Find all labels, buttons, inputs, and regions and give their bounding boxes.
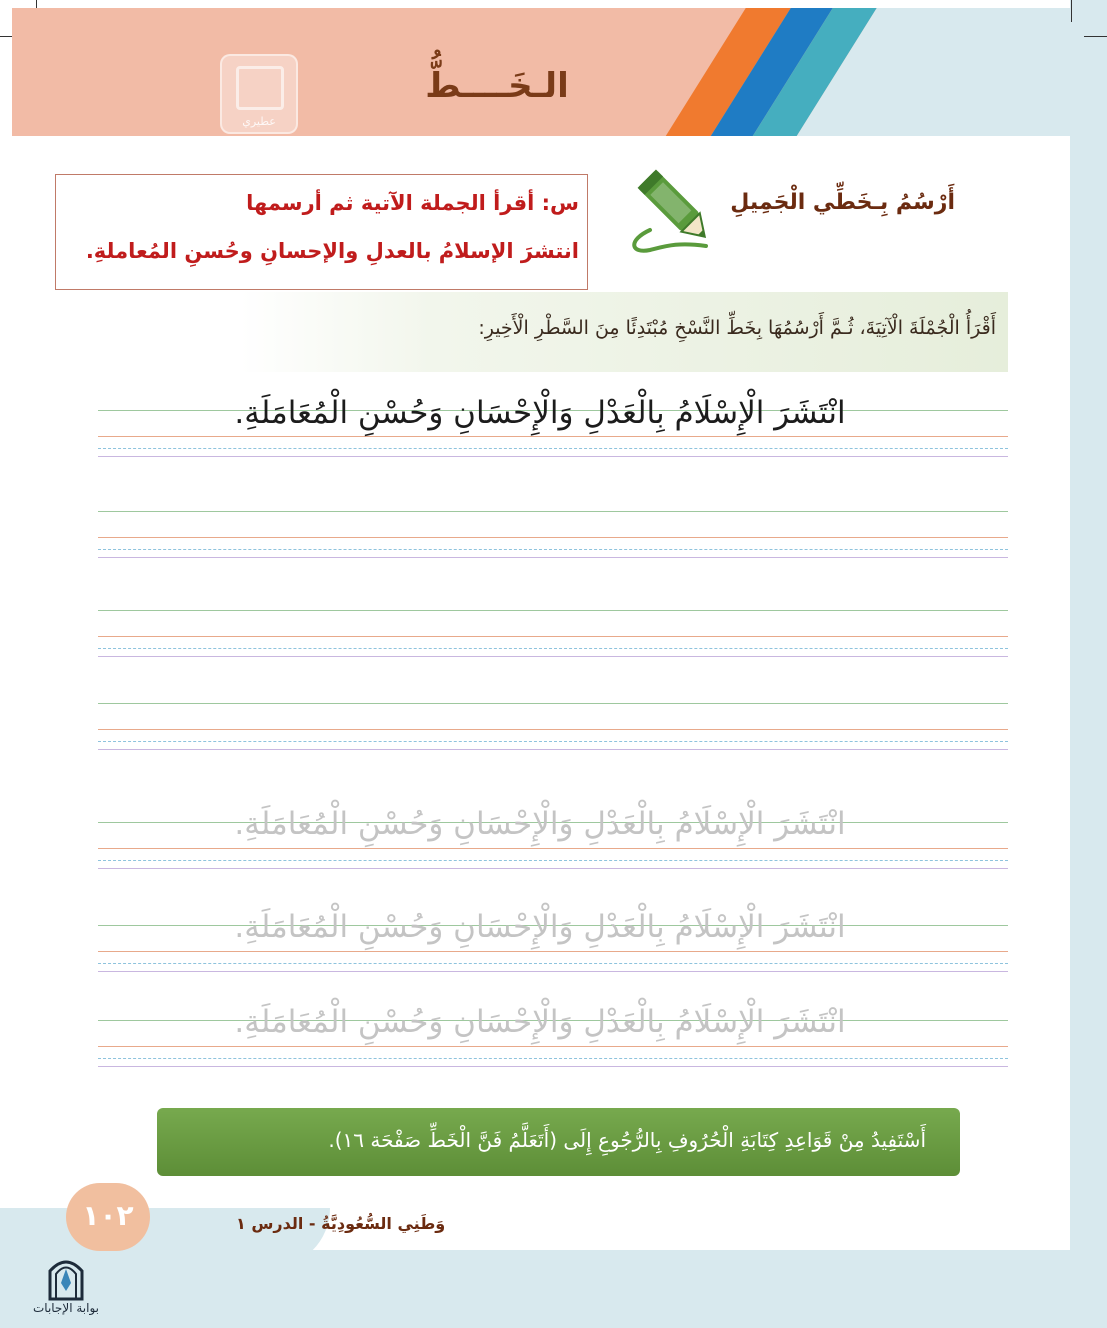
page-header xyxy=(12,8,1070,136)
trace-sentence: انْتَشَرَ الْإِسْلَامُ بِالْعَدْلِ وَالْإِحْسَانِ وَحُسْنِ الْمُعَامَلَةِ. xyxy=(234,909,846,945)
tip-text: أَسْتَفِيدُ مِنْ قَوَاعِدِ كِتَابَةِ الْحُرُوفِ بِالرُّجُوعِ إِلَى (أَتَعَلَّمُ فَنَّ الْخَطِّ صَفْحَة ١٦). xyxy=(328,1128,926,1152)
question-box xyxy=(55,174,588,290)
brand-label: بوابة الإجابات xyxy=(32,1301,99,1315)
watermark-logo-icon xyxy=(220,54,298,134)
watermark-logo-label: عطيري xyxy=(242,115,276,128)
unit-lesson-label: وَطَنِي السُّعُودِيَّةُ - الدرس ١ xyxy=(236,1214,446,1233)
model-sentence: انْتَشَرَ الْإِسْلَامُ بِالْعَدْلِ وَالْإِحْسَانِ وَحُسْنِ الْمُعَامَلَةِ. xyxy=(234,395,846,431)
instruction-text: أَقْرَأُ الْجُمْلَةَ الْآتِيَةَ، ثُـمَّ أَرْسُمُهَا بِخَطِّ النَّسْخِ مُبْتَدِئًا مِنَ السَّطْرِ الْأَخِيرِ: xyxy=(478,317,996,339)
writing-line-blank[interactable] xyxy=(98,511,1008,563)
page-number: ١٠٢ xyxy=(82,1199,134,1232)
right-margin-band xyxy=(1070,0,1107,1328)
instruction-banner xyxy=(240,292,1008,372)
tip-banner xyxy=(157,1108,960,1176)
question-line-2: انتشرَ الإسلامُ بالعدلِ والإحسانِ وحُسنِ المُعاملةِ. xyxy=(85,239,579,263)
trace-sentence: انْتَشَرَ الْإِسْلَامُ بِالْعَدْلِ وَالْإِحْسَانِ وَحُسْنِ الْمُعَامَلَةِ. xyxy=(234,806,846,842)
brand-logo[interactable] xyxy=(30,1255,102,1323)
section-title: أَرْسُمُ بِـخَطِّي الْجَمِيلِ xyxy=(730,190,955,215)
pen-icon xyxy=(620,152,730,257)
crop-mark xyxy=(1084,36,1107,37)
page-title: الـخَــــطُّ xyxy=(425,66,569,106)
writing-line-blank[interactable] xyxy=(98,703,1008,755)
question-line-1: س: أقرأ الجملة الآتية ثم أرسمها xyxy=(246,191,579,215)
writing-line-blank[interactable] xyxy=(98,610,1008,662)
page-number-badge xyxy=(66,1183,150,1251)
trace-sentence: انْتَشَرَ الْإِسْلَامُ بِالْعَدْلِ وَالْإِحْسَانِ وَحُسْنِ الْمُعَامَلَةِ. xyxy=(234,1004,846,1040)
crop-mark xyxy=(1071,0,1072,22)
gate-pen-icon xyxy=(46,1255,86,1301)
